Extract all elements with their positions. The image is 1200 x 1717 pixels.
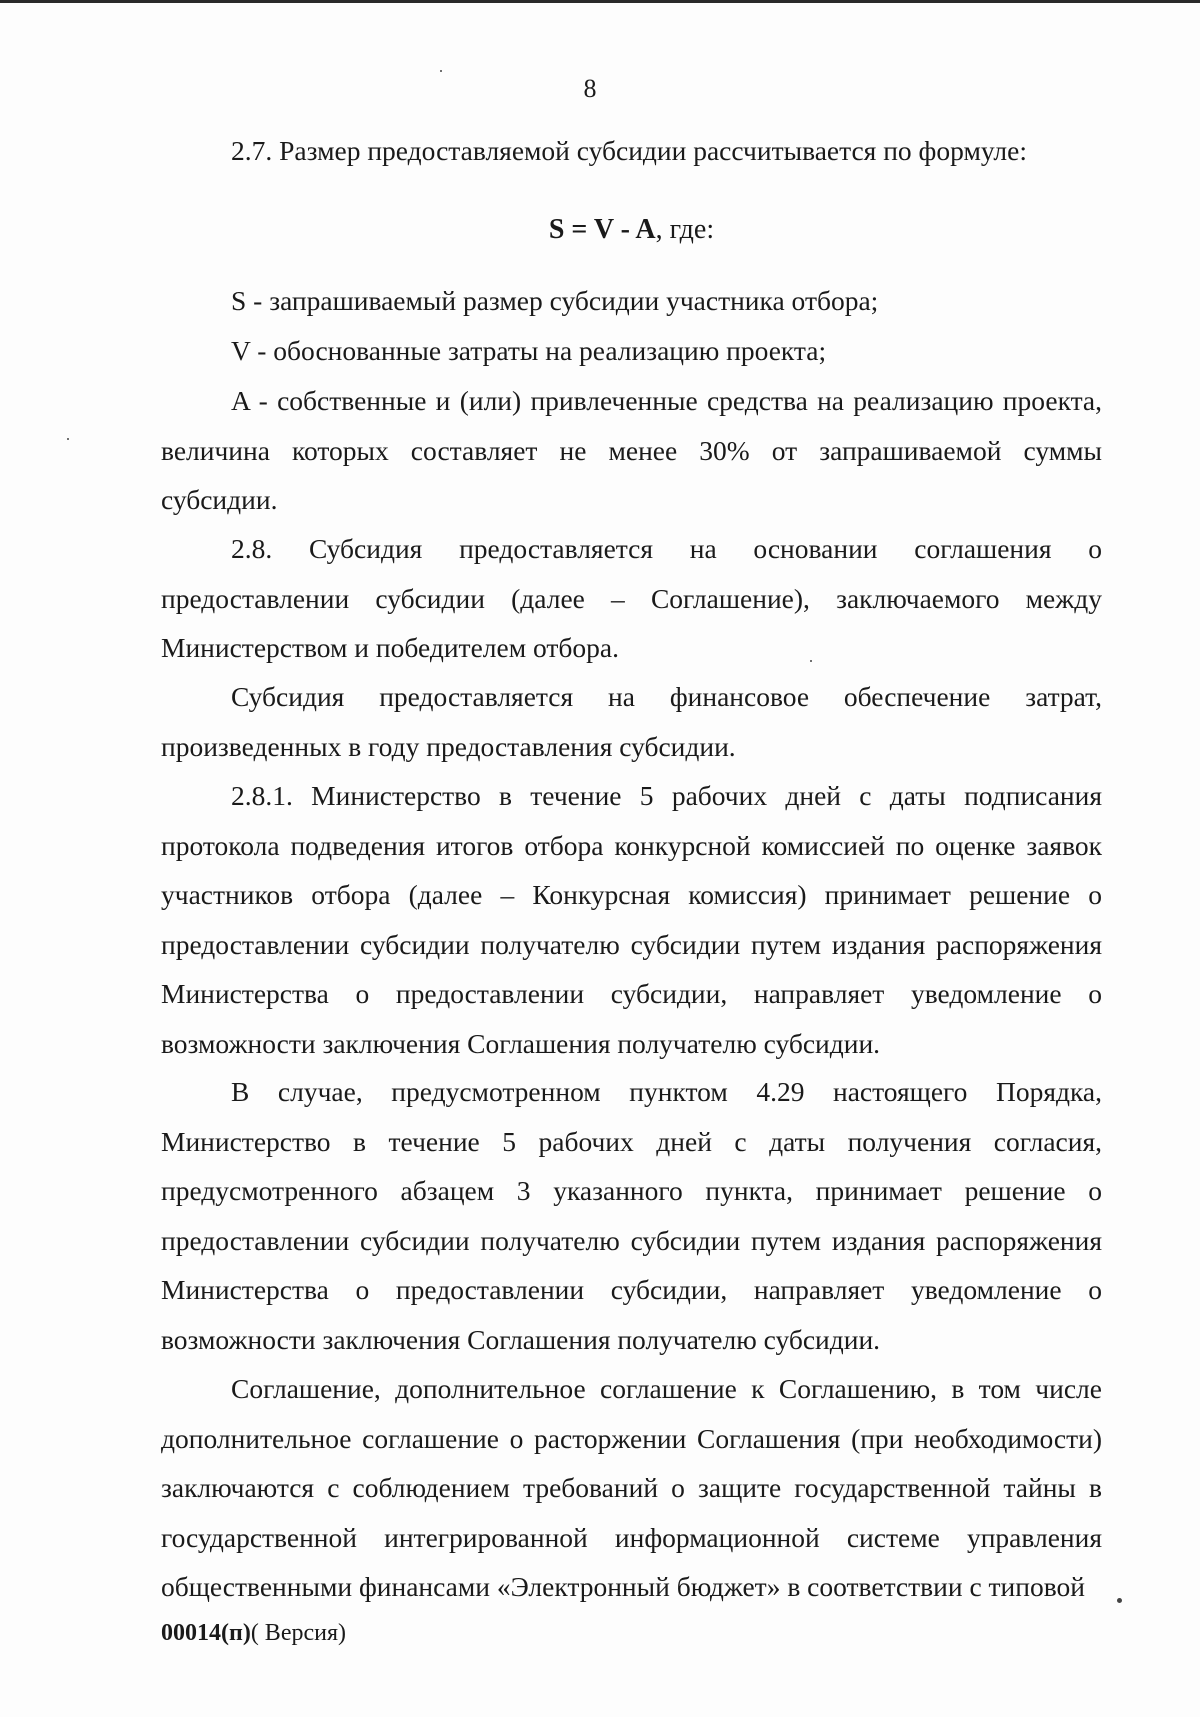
paragraph-case-4-29: В случае, предусмотренном пунктом 4.29 настоящего Порядка, Министерство в течение 5 рабочих дней с даты получения согласия, предусмотренного абзацем 3 указанного пункта, принимает решение о предоставлении субсидии получателю субсидии путем издания распоряжения Министерства о предоставлении субсидии, направляет уведомление о возможности заключения Соглашения получателю субсидии. bbox=[161, 1076, 1102, 1355]
scan-speck bbox=[810, 660, 812, 662]
definition-v: V - обоснованные затраты на реализацию проекта; bbox=[231, 335, 827, 366]
formula bbox=[161, 210, 1102, 250]
scan-speck bbox=[67, 438, 69, 440]
paragraph-agreement: Соглашение, дополнительное соглашение к Соглашению, в том числе дополнительное соглашение о расторжении Соглашения (при необходимости) заключаются с соблюдением требований о защите государственной тайны в государственной интегрированной информационной системе управления общественными финансами «Электронный бюджет» в соответствии с типовой bbox=[161, 1373, 1102, 1602]
scan-speck bbox=[1117, 1598, 1122, 1603]
footer-document-code: 00014(п) bbox=[161, 1620, 251, 1646]
definition-a: A - собственные и (или) привлеченные средства на реализацию проекта, величина которых составляет не менее 30% от запрашиваемой суммы субсидии. bbox=[161, 385, 1102, 515]
paragraph-2-8-subsidy: Субсидия предоставляется на финансовое обеспечение затрат, произведенных в году предоставления субсидии. bbox=[161, 681, 1102, 762]
formula-suffix: , где: bbox=[655, 214, 715, 245]
formula-expression: S = V - A bbox=[548, 214, 656, 245]
scan-speck bbox=[440, 70, 442, 72]
definition-s: S - запрашиваемый размер субсидии участника отбора; bbox=[231, 285, 879, 316]
paragraph-2-8-1: 2.8.1. Министерство в течение 5 рабочих дней с даты подписания протокола подведения итогов отбора конкурсной комиссией по оценке заявок участников отбора (далее – Конкурсная комиссия) принимает решение о предоставлении субсидии получателю субсидии путем издания распоряжения Министерства о предоставлении субсидии, направляет уведомление о возможности заключения Соглашения получателю субсидии. bbox=[161, 780, 1102, 1059]
paragraph-2-8: 2.8. Субсидия предоставляется на основании соглашения о предоставлении субсидии (далее – Соглашение), заключаемого между Министерством и победителем отбора. bbox=[161, 533, 1102, 663]
footer-version-label: ( Версия) bbox=[250, 1620, 346, 1646]
paragraph-2-7: 2.7. Размер предоставляемой субсидии рассчитывается по формуле: bbox=[231, 135, 1027, 166]
footer-version-code bbox=[161, 1617, 346, 1649]
page-number: 8 bbox=[583, 74, 597, 103]
top-border-line bbox=[0, 0, 1200, 3]
